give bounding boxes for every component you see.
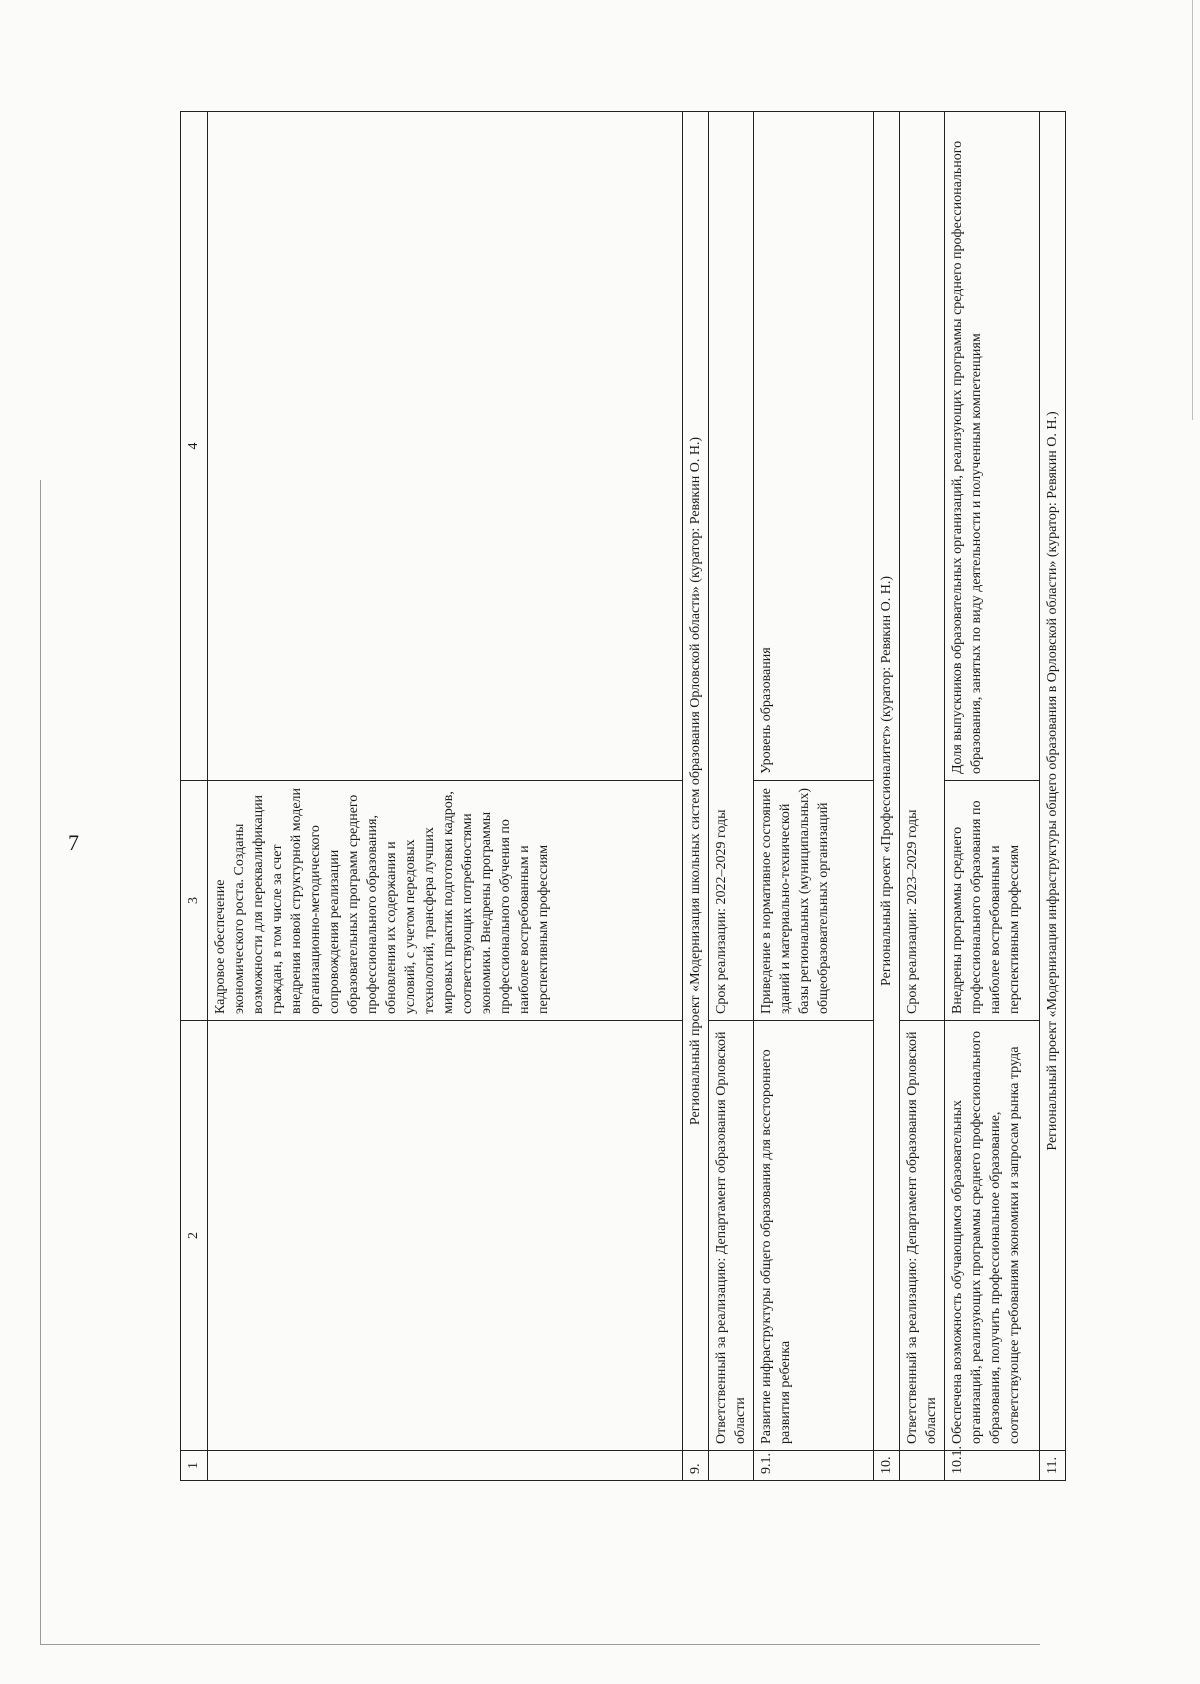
cont-col4-cell <box>208 112 683 781</box>
table-row-project-11 <box>1040 112 1066 1481</box>
row-10-title: Региональный проект «Профессионалитет» (куратор: Ревякин О. Н.) <box>874 112 900 1451</box>
row-10-responsible: Ответственный за реализацию: Департамент образования Орловской области <box>900 1021 945 1451</box>
row-9-1-indicator: Уровень образования <box>754 112 874 781</box>
table-row-project-10-responsible <box>900 112 945 1481</box>
cont-col3-cell: Кадровое обеспечение экономического роста. Созданы возможности для переквалификации граждан, в том числе за счет внедрения новой структурной модели организационно-методического сопровождения реализации образовательных программ среднего профессионального образования, обновления их содержания и условий, с учетом передовых технологий, трансфера лучших мировых практик подготовки кадров, соответствующих потребностями экономики. Внедрены программы профессионального обучения по наиболее востребованным и перспективным профессиям <box>208 781 683 1021</box>
scan-edge-left <box>40 480 41 1645</box>
row-10-1-indicator: Доля выпускников образовательных организаций, реализующих программы среднего профессионального образования, занятых по виду деятельности и полученным компетенциям <box>945 112 1040 781</box>
row-10-1-number: 10.1. <box>945 1451 1040 1481</box>
table-row-10-1 <box>945 112 1040 1481</box>
table-row-project-9-responsible <box>709 112 754 1481</box>
table-row-project-10 <box>874 112 900 1481</box>
row-10-resp-num <box>900 1451 945 1481</box>
row-9-resp-num <box>709 1451 754 1481</box>
row-9-1-number: 9.1. <box>754 1451 874 1481</box>
scan-edge-bottom <box>40 1644 1040 1645</box>
row-11-number: 11. <box>1040 1451 1066 1481</box>
header-col-4: 4 <box>181 112 208 781</box>
row-11-title: Региональный проект «Модернизация инфраструктуры общего образования в Орловской области» (куратор: Ревякин О. Н.) <box>1040 112 1066 1451</box>
table-row-9-1 <box>754 112 874 1481</box>
row-9-number: 9. <box>683 1451 709 1481</box>
row-10-1-task: Обеспечена возможность обучающимся образовательных организаций, реализующих программы среднего профессионального образования, получить профессиональное образование, соответствующее требованиям экономики и запросам рынка труда <box>945 1021 1040 1451</box>
header-col-1: 1 <box>181 1451 208 1481</box>
row-10-term: Срок реализации: 2023–2029 годы <box>900 112 945 1021</box>
rotated-table-wrapper <box>180 111 1060 1481</box>
program-table <box>180 111 1066 1481</box>
table-row-project-9 <box>683 112 709 1481</box>
cont-col2-cell <box>208 1021 683 1451</box>
row-10-number: 10. <box>874 1451 900 1481</box>
row-10-1-result: Внедрены программы среднего профессионального образования по наиболее востребованным и перспективным профессиям <box>945 781 1040 1021</box>
scan-edge-right <box>1192 0 1193 420</box>
page-number: 7 <box>68 830 79 855</box>
header-col-2: 2 <box>181 1021 208 1451</box>
row-9-1-task: Развитие инфраструктуры общего образования для всестороннего развития ребенка <box>754 1021 874 1451</box>
row-9-term: Срок реализации: 2022–2029 годы <box>709 112 754 1021</box>
header-col-3: 3 <box>181 781 208 1021</box>
row-9-responsible: Ответственный за реализацию: Департамент образования Орловской области <box>709 1021 754 1451</box>
cont-num-cell <box>208 1451 683 1481</box>
table-row-continuation <box>208 112 683 1481</box>
table-header-row <box>181 112 208 1481</box>
row-9-1-result: Приведение в нормативное состояние зданий и материально-технической базы региональных (муниципальных) общеобразовательных организаций <box>754 781 874 1021</box>
row-9-title: Региональный проект «Модернизация школьных систем образования Орловской области» (куратор: Ревякин О. Н.) <box>683 112 709 1451</box>
